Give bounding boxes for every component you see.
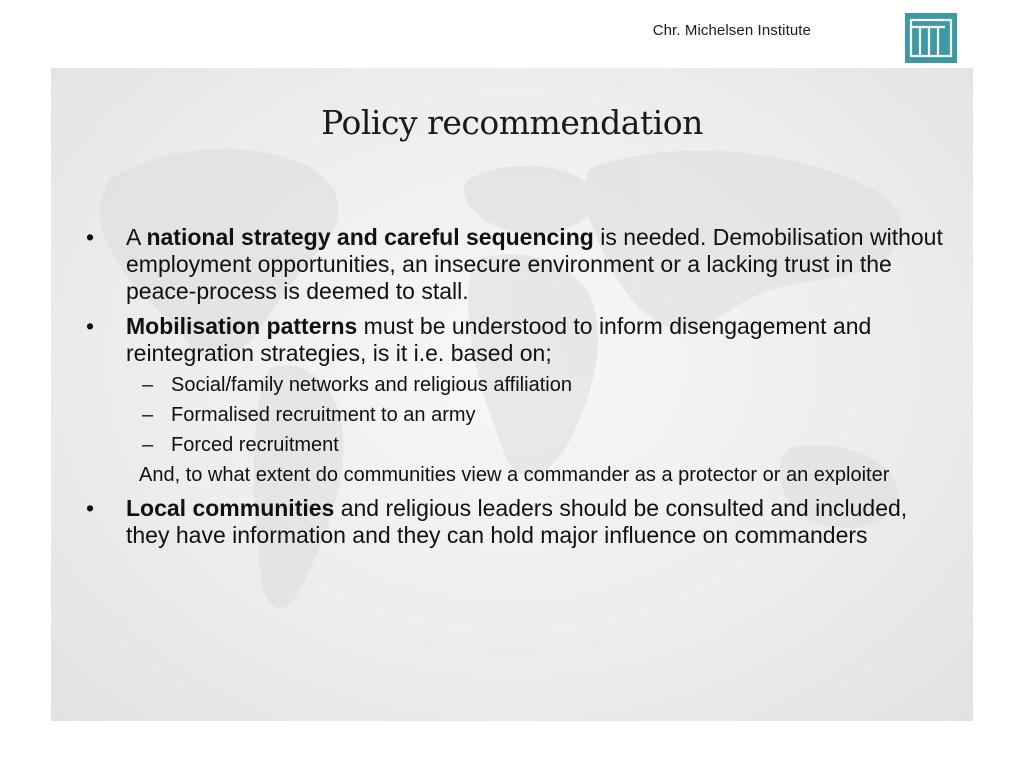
bullet-marker: • (86, 495, 95, 521)
sub-item-text: Social/family networks and religious affiliation (171, 374, 572, 396)
sub-item-marker: – (142, 404, 154, 426)
bullet-text-pre: A (126, 224, 147, 250)
sub-item-text: Formalised recruitment to an army (171, 404, 476, 426)
mobilisation-sub-list (86, 373, 946, 457)
bullet-text-post: and religious leaders should be consulted and included, they have information and they can hold major influence on commanders (126, 495, 908, 548)
sub-item-formalised-recruitment (86, 403, 946, 427)
bullet-marker: • (86, 313, 95, 339)
sub-item-social-networks (86, 373, 946, 397)
bullet-text-post: is needed. Demobilisation without employment opportunities, an insecure environment or a lacking trust in the peace-process is deemed to stall. (126, 224, 943, 304)
bullet-text-post: must be understood to inform disengagement and reintegration strategies, is it i.e. based on; (126, 313, 872, 366)
bullet-text-bold: national strategy and careful sequencing (146, 224, 594, 250)
sub-item-marker: – (142, 434, 154, 456)
bullet-text-bold: Mobilisation patterns (126, 313, 358, 339)
bullet-text-bold: Local communities (126, 495, 335, 521)
bullet-local-communities (86, 495, 946, 549)
bullet-mobilisation-patterns (86, 313, 946, 367)
sub-item-text: Forced recruitment (171, 434, 339, 456)
institute-logo (905, 13, 957, 63)
bullet-marker: • (86, 224, 95, 250)
sub-note-commander-view: And, to what extent do communities view a commander as a protector or an exploiter (139, 464, 890, 486)
institute-name: Chr. Michelsen Institute (652, 22, 811, 39)
slide-title: Policy recommendation (321, 103, 703, 142)
slide-body (86, 224, 946, 557)
sub-item-forced-recruitment (86, 433, 946, 457)
sub-item-marker: – (142, 374, 154, 396)
bullet-national-strategy (86, 224, 946, 305)
